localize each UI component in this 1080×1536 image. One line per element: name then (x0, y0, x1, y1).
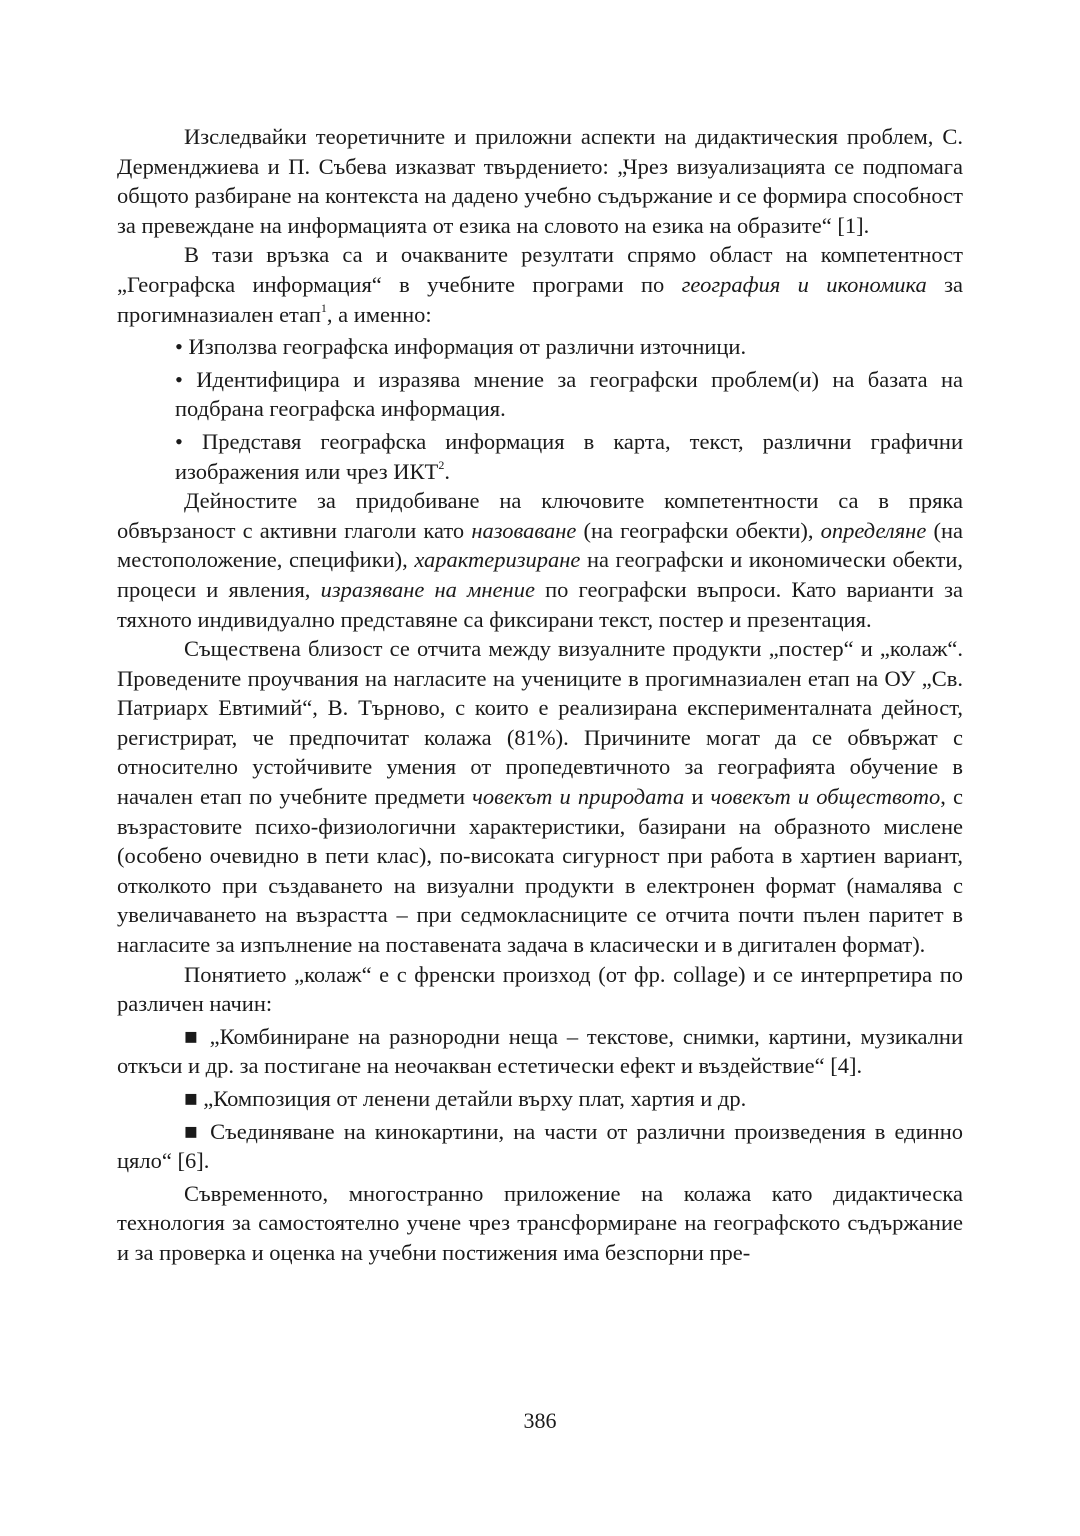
body-text (117, 122, 963, 1268)
p3-text-2: (на географски обекти), (576, 517, 821, 543)
p4-italic-2: човекът и обществото (710, 784, 941, 810)
definition-item-3: ■ Съединяване на кинокартини, на части от различни произведения в единно цяло“ [6]. (117, 1118, 963, 1174)
bullet-3-text: • Представя географска информация в карта, текст, различни графични изображения или чрез ИКТ (175, 428, 963, 484)
definition-item-1: ■ „Комбиниране на разнородни неща – текстове, снимки, картини, музикални откъси и др. за постигане на неочакван естетически ефект и въздействие“ [4]. (117, 1023, 963, 1079)
p4-text-2: и (684, 784, 711, 810)
paragraph-5: Понятието „колаж“ е с френски произход (от фр. collage) и се интерпретира по различен начин: (117, 961, 963, 1017)
p2-text-3: , а именно: (326, 301, 432, 327)
p3-text-5: по географски въпроси. Като варианти за тяхното индивидуално представяне са фиксирани текст, постер и презентация. (117, 576, 963, 632)
footnote-ref-2: 2 (438, 458, 445, 473)
paragraph-2 (117, 240, 963, 329)
p3-text-4: на географски и икономически обекти, процеси и явления, (117, 547, 963, 602)
bullet-item-3 (117, 427, 963, 486)
footnote-ref-1: 1 (320, 301, 327, 316)
p3-italic-4: изразяване на мнение (320, 576, 535, 602)
bullet-item-1: • Използва географска информация от различни източници. (175, 334, 747, 360)
p3-italic-2: определяне (820, 517, 927, 543)
bullet-3-end: . (444, 458, 450, 484)
page-number: 386 (523, 1408, 557, 1433)
paragraph-1: Изследвайки теоретичните и приложни аспекти на дидактическия проблем, С. Дерменджиева и П. Събева изказват твърдението: „Чрез визуализацията се подпомага общото разбиране на контекста на дадено учебно съдържание и се формира способност за превеждане на информацията от езика на словото на езика на образите“ [1]. (117, 124, 963, 238)
p2-text-1: В тази връзка са и очакваните резултати спрямо област на компетентност „Географска информация“ в учебните програми по (117, 242, 963, 297)
p4-text-3: , с възрастовите психо-физиологични характеристики, базирани на образното мислене (особено очевидно в пети клас), по-високата сигурност при работа в хартиен вариант, отколкото при създаването на визуални продукти в електронен формат (намалява с увеличаването на възрастта – при седмокласниците се отчита почти пълен паритет в нагласите за изпълнение на поставената задача в класически и в дигитален формат). (117, 784, 963, 958)
p2-text-2: за прогимназиален етап (117, 271, 963, 327)
p3-text-3: (на местоположение, специфики), (117, 517, 963, 573)
paragraph-4 (117, 634, 963, 960)
bullet-item-2: • Идентифицира и изразява мнение за географски проблем(и) на базата на подбрана географска информация. (175, 366, 963, 422)
p4-text-1: Съществена близост се отчита между визуалните продукти „постер“ и „колаж“. Проведените проучвания на нагласите на учениците в прогимназиален етап на ОУ „Св. Патриарх Евтимий“, В. Търново, с които е реализирана експерименталната дейност, регистрират, че предпочитат колажа (81%). Причините могат да се обвържат с относително устойчивите умения от пропедевтичното за географията обучение в начален етап по учебните предмети (117, 636, 963, 810)
paragraph-3 (117, 486, 963, 634)
p4-italic-1: човекът и природата (472, 784, 685, 810)
p3-text-1: Дейностите за придобиване на ключовите компетентности са в пряка обвързаност с активни глаголи като (117, 488, 963, 543)
p2-italic-subject: география и икономика (681, 271, 927, 297)
p3-italic-3: характеризиране (414, 547, 581, 573)
paragraph-6: Съвременното, многостранно приложение на колажа като дидактическа технология за самостоятелно учене чрез трансформиране на географското съдържание и за проверка и оценка на учебни постижения има безспорни пре- (117, 1180, 963, 1265)
definition-item-2: ■ „Композиция от ленени детайли върху плат, хартия и др. (184, 1086, 747, 1111)
p3-italic-1: назоваване (471, 517, 577, 543)
